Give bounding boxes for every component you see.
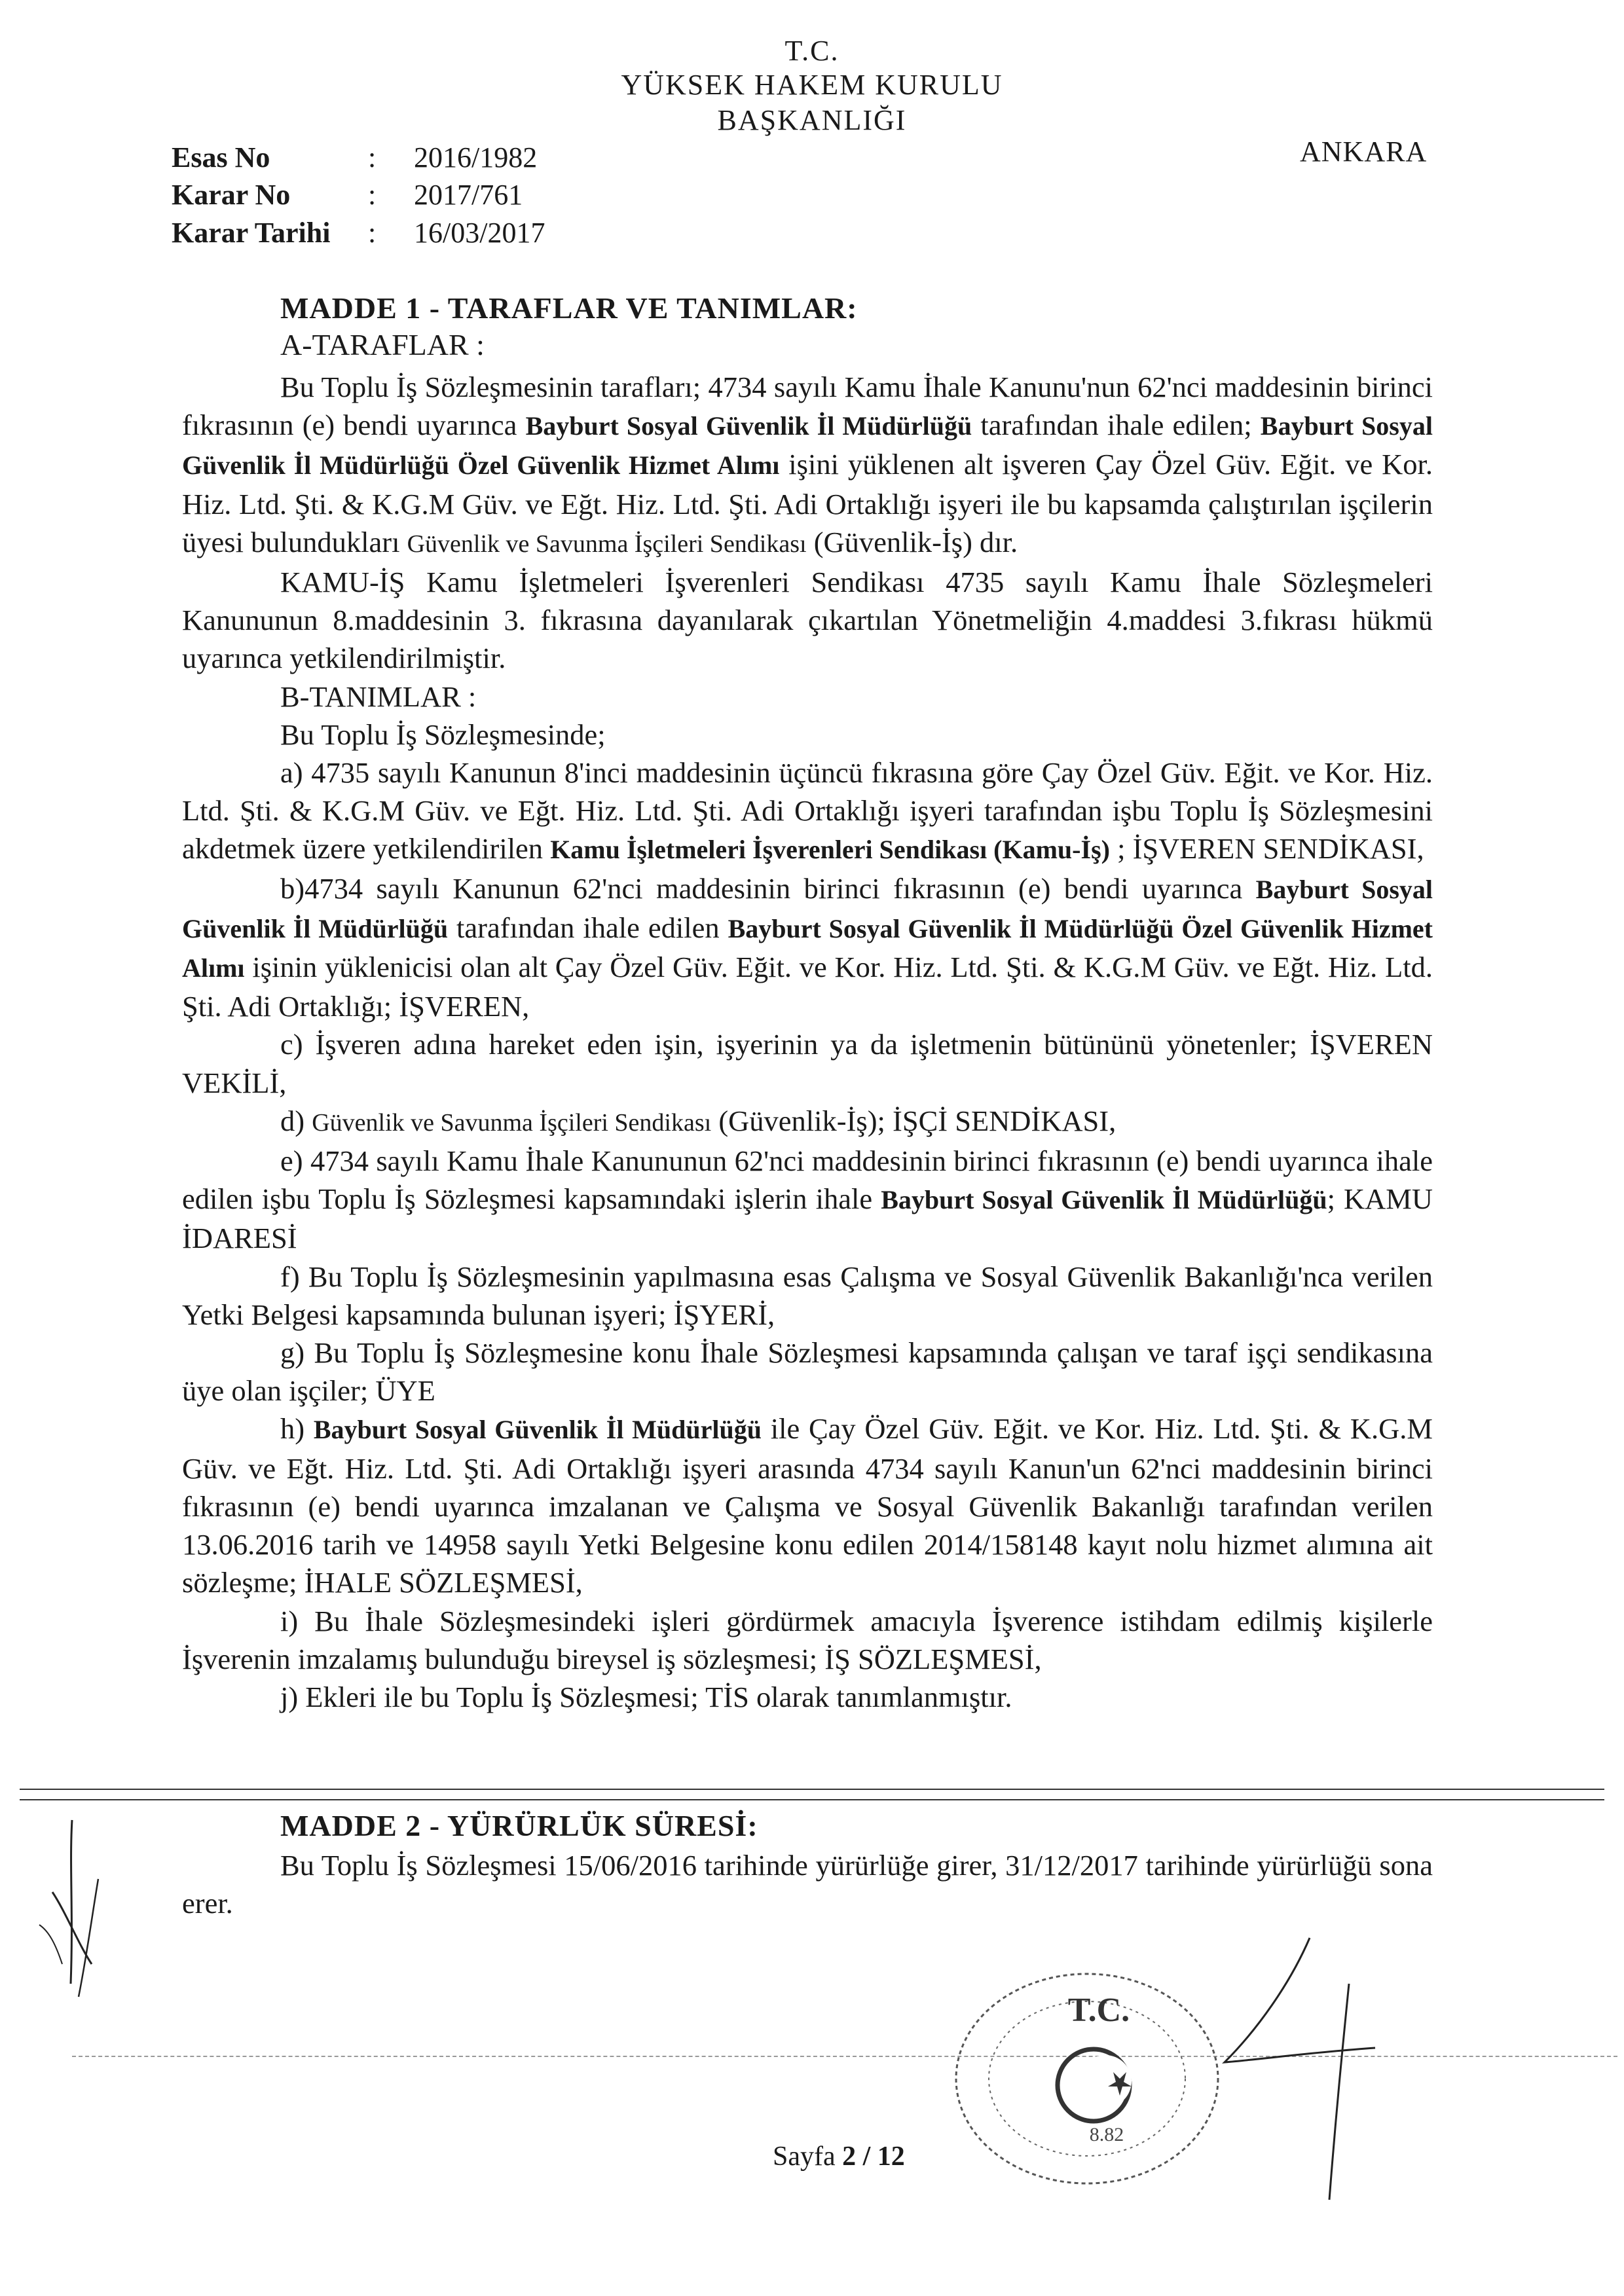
text-run: b)4734 sayılı Kanunun 62'nci maddesinin birinci fıkrasının (e) bendi uyarınca — [280, 871, 1256, 905]
text-run: ile Çay Özel Güv. Eğit. ve Kor. Hiz. Ltd. Şti. & K.G.M Güv. ve Eğt. Hiz. Ltd. Şti. Adi Ortaklığı işyeri arasında 4734 sayılı Kanun'un 62'nci maddesinin birinci fıkrasının (e) bendi uyarınca imzalanan ve Çalışma ve Sosyal Güvenlik Bakanlığı tarafından verilen 13.06.2016 tarih ve 14958 sayılı Yetki Belgesine konu edilen 2014/158148 kayıt nolu hizmet alımına ait sözleşme; İHALE SÖZLEŞMESİ, — [182, 1412, 1433, 1599]
small-run: Güvenlik ve Savunma İşçileri Sendikası — [407, 530, 807, 558]
bold-run: Bayburt Sosyal Güvenlik İl Müdürlüğü — [881, 1185, 1327, 1215]
definition-b — [182, 869, 1433, 1026]
official-seal-stamp — [943, 1967, 1231, 2196]
meta-colon: : — [368, 217, 377, 249]
text-run: tarafından ihale edilen — [448, 911, 728, 944]
madde1-heading: MADDE 1 - TARAFLAR VE TANIMLAR: — [280, 291, 858, 325]
madde2-body — [182, 1846, 1433, 1922]
text-run: ; İŞVEREN SENDİKASI, — [1109, 832, 1424, 866]
margin-initials-signature — [26, 1813, 118, 2003]
definition-c: c) İşveren adına hareket eden işin, işyerinin ya da işletmenin bütününü yönetenler; İŞVEREN VEKİLİ, — [182, 1028, 1433, 1099]
meta-value: 2017/761 — [414, 179, 523, 211]
header-institution: YÜKSEK HAKEM KURULU — [621, 69, 1003, 101]
meta-label: Karar Tarihi — [172, 217, 331, 249]
meta-value: 16/03/2017 — [414, 217, 545, 249]
definition-j: j) Ekleri ile bu Toplu İş Sözleşmesi; TİS olarak tanımlanmıştır. — [280, 1680, 1012, 1713]
meta-value: 2016/1982 — [414, 141, 538, 173]
definition-f: f) Bu Toplu İş Sözleşmesinin yapılmasına esas Çalışma ve Sosyal Güvenlik Bakanlığı'nca verilen Yetki Belgesi kapsamında bulunan işyeri; İŞYERİ, — [182, 1260, 1433, 1331]
bold-run: Bayburt Sosyal Güvenlik İl Müdürlüğü Özel Güvenlik Hizmet Alımı — [182, 411, 1433, 481]
definition-e — [182, 1142, 1433, 1258]
text-run: a) 4735 sayılı Kanunun 8'inci maddesinin üçüncü fıkrasına göre Çay Özel Güv. Eğit. ve Kor. Hiz. Ltd. Şti. & K.G.M Güv. ve Eğt. Hiz. Ltd. Şti. Adi Ortaklığı işyeri tarafından işbu Toplu İş Sözleşmesini akdetmek üzere yetkilendirilen — [182, 756, 1433, 866]
meta-karar-tarihi — [172, 216, 545, 249]
text-run: e) 4734 sayılı Kamu İhale Kanununun 62'nci maddesinin birinci fıkrasının (e) bendi uyarınca ihale edilen işbu Toplu İş Sözleşmesi kapsamındaki işlerin ihale — [182, 1144, 1433, 1216]
text-run: h) — [280, 1412, 314, 1446]
tanimlar-intro: Bu Toplu İş Sözleşmesinde; — [280, 718, 606, 751]
meta-label: Karar No — [172, 179, 291, 211]
header-city: ANKARA — [1300, 136, 1428, 168]
meta-label: Esas No — [172, 141, 270, 173]
bold-run: Bayburt Sosyal Güvenlik İl Müdürlüğü — [313, 1415, 762, 1445]
seal-center-text: 8.82 — [1089, 2124, 1124, 2145]
page-prefix: Sayfa — [773, 2141, 843, 2172]
b-tanimlar-heading: B-TANIMLAR : — [280, 680, 477, 713]
meta-esas-no — [172, 141, 537, 174]
meta-karar-no — [172, 178, 523, 211]
yururluk-paragraph: Bu Toplu İş Sözleşmesi 15/06/2016 tarihinde yürürlüğe girer, 31/12/2017 tarihinde yürürlüğü sona erer. — [182, 1849, 1433, 1920]
header-presidency: BAŞKANLIĞI — [717, 104, 907, 136]
text-run: tarafından ihale edilen; — [972, 409, 1261, 442]
text-run: işinin yüklenicisi olan alt Çay Özel Güv. Eğit. ve Kor. Hiz. Ltd. Şti. & K.G.M Güv. ve Eğt. Hiz. Ltd. Şti. Adi Ortaklığı; İŞVEREN, — [182, 951, 1433, 1023]
a-taraflar-heading: A-TARAFLAR : — [280, 328, 485, 361]
section-separator — [20, 1789, 1604, 1790]
taraflar-paragraph — [182, 368, 1433, 563]
small-run: Güvenlik ve Savunma İşçileri Sendikası — [312, 1108, 712, 1137]
bold-run: Bayburt Sosyal Güvenlik İl Müdürlüğü — [182, 874, 1433, 943]
handwritten-signature — [1211, 1931, 1395, 2206]
bold-run: Bayburt Sosyal Güvenlik İl Müdürlüğü — [525, 411, 972, 441]
bold-run: Bayburt Sosyal Güvenlik İl Müdürlüğü Özel Güvenlik Hizmet Alımı — [182, 913, 1433, 983]
text-run: ; KAMU İDARESİ — [182, 1182, 1433, 1255]
text-run: Bu Toplu İş Sözleşmesinin tarafları; 4734 sayılı Kamu İhale Kanunu'nun 62'nci maddesinin birinci fıkrasının (e) bendi uyarınca — [182, 371, 1433, 442]
madde1-body — [182, 368, 1433, 1716]
meta-colon: : — [368, 179, 377, 211]
text-run: (Güvenlik-İş); İŞÇİ SENDİKASI, — [711, 1104, 1116, 1137]
bold-run: Kamu İşletmeleri İşverenleri Sendikası (Kamu-İş) — [550, 835, 1110, 865]
text-run: (Güvenlik-İş) dır. — [806, 525, 1018, 558]
definition-h — [182, 1410, 1433, 1601]
page-number — [773, 2141, 905, 2172]
definition-i: i) Bu İhale Sözleşmesindeki işleri gördürmek amacıyla İşverence istihdam edilmiş kişilerle İşverenin imzalamış bulunduğu bireysel iş sözleşmesi; İŞ SÖZLEŞMESİ, — [182, 1604, 1433, 1675]
kamu-is-paragraph: KAMU-İŞ Kamu İşletmeleri İşverenleri Sendikası 4735 sayılı Kamu İhale Sözleşmeleri Kanununun 8.maddesinin 3. fıkrasına dayanılarak çıkartılan Yönetmeliğin 4.maddesi 3.fıkrası hükmü uyarınca yetkilendirilmiştir. — [182, 566, 1433, 675]
seal-tc-text: T.C. — [1067, 1992, 1130, 2029]
text-run: d) — [280, 1104, 312, 1137]
definition-a — [182, 754, 1433, 869]
madde2-heading: MADDE 2 - YÜRÜRLÜK SÜRESİ: — [280, 1809, 758, 1842]
definition-d — [182, 1102, 1433, 1142]
meta-colon: : — [368, 141, 377, 173]
page-value: 2 / 12 — [842, 2141, 905, 2172]
definition-g: g) Bu Toplu İş Sözleşmesine konu İhale Sözleşmesi kapsamında çalışan ve taraf işçi sendikasına üye olan işçiler; ÜYE — [182, 1336, 1433, 1408]
text-run: işini yüklenen alt işveren Çay Özel Güv. Eğit. ve Kor. Hiz. Ltd. Şti. & K.G.M Güv. ve Eğt. Hiz. Ltd. Şti. Adi Ortaklığı işyeri ile bu kapsamda çalıştırılan işçilerin üyesi bulundukları — [182, 448, 1433, 558]
section-separator-2 — [20, 1799, 1604, 1800]
header-tc: T.C. — [784, 35, 840, 67]
